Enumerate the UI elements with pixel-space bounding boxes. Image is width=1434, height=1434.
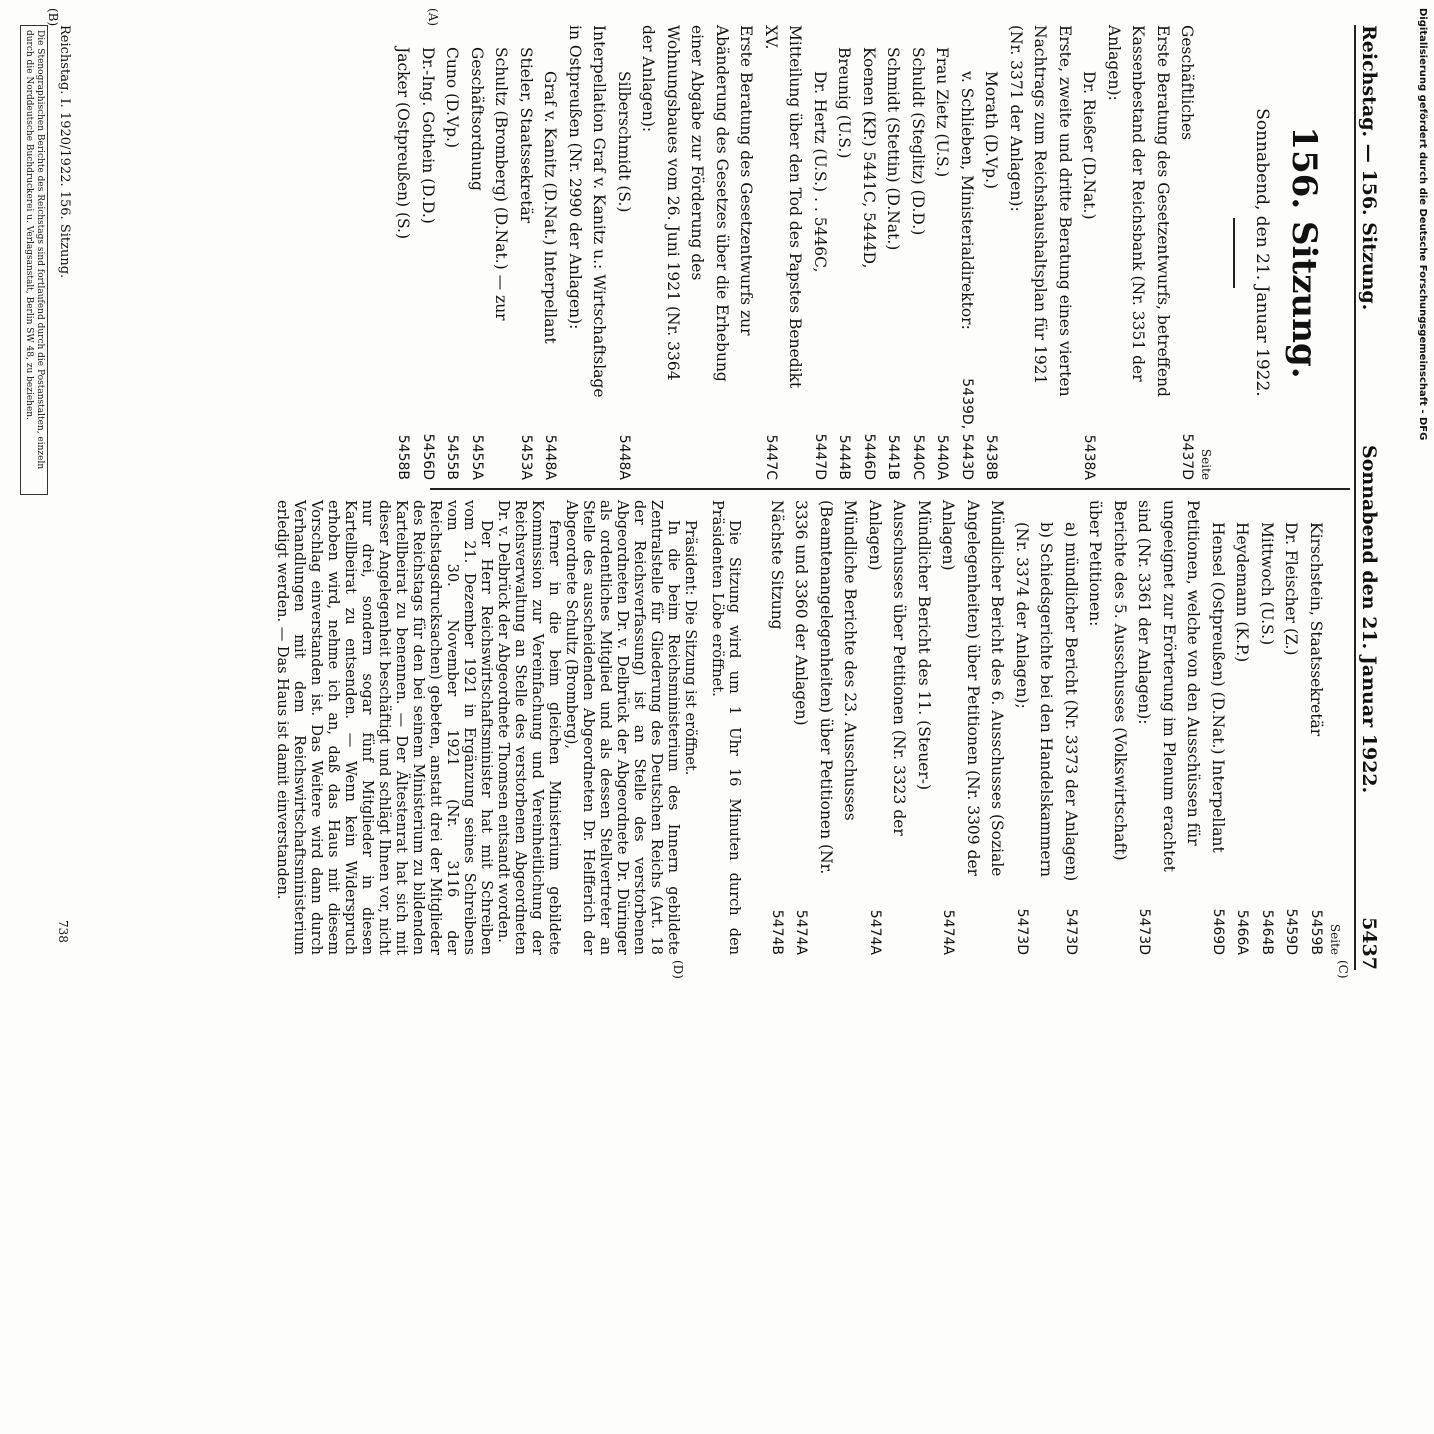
footer: Reichstag. I. 1920/1922. 156. Sitzung. [57, 25, 72, 279]
toc-entry [1077, 25, 1102, 480]
opening-paragraph: Die Sitzung wird um 1 Uhr 16 Minuten durch den Präsidenten Löbe eröffnet. [709, 500, 743, 955]
toc-right [765, 500, 1329, 955]
toc-entry-page: 5439D, 5443D [959, 378, 975, 480]
toc-entry [1255, 500, 1280, 955]
toc-entry [1083, 500, 1132, 955]
toc-entry-page: 5469D [1210, 908, 1226, 955]
separator [1234, 218, 1236, 288]
body-paragraph: In die beim Reichsministerium des Innern gebildete Zentralstelle für Gliederung des Deutschen Reichs (Art. 18 der Reichsverfassung) ist an Stelle des verstorbenen Abgeordneten Dr. v. Delbrück der Abgeordnete Dr. Düringer als ordentliches Mitglied und als dessen Stellvertreter an Stelle des ausscheidenden Abgeordneten Dr. Helfferich der Abgeordnete Schultz (Bromberg), [563, 500, 682, 955]
toc-entry [416, 25, 441, 480]
toc-entry [636, 25, 759, 480]
toc-entry-text: Geschäftliches [1178, 25, 1197, 141]
toc-entry-text: Erste Beratung des Gesetzentwurfs, betreffend Kassenbestand der Reichsbank (Nr. 3351 der Anlagen): [1105, 25, 1172, 397]
toc-entry-text: Cuno (D.Vp.) [443, 47, 462, 149]
toc-entry [936, 500, 1010, 955]
toc-entry-text: Silberschmidt (S.) [615, 71, 633, 213]
toc-entry-text: a) mündlicher Bericht (Nr. 3373 der Anlagen) [1062, 522, 1080, 882]
toc-entry [979, 25, 1004, 480]
running-header [1354, 25, 1382, 970]
toc-entry-text: Mittwoch (U.S.) [1258, 522, 1276, 646]
body-paragraph: Der Herr Reichswirtschaftsminister hat mit Schreiben vom 21. Dezember 1921 in Ergänzung seines Schreibens vom 30. November 1921 (Nr. 3116 der Reichstagsdrucksachen) gebeten, anstatt drei der Mitglieder des Reichstags für den bei seinem Ministerium zu bildenden Kartellbeirat zu benennen. — Der Ältestenrat hat sich mit dieser Angelegenheit beschäftigt und schlägt Ihnen vor, nicht nur drei, sondern sogar fünf Mitglieder in diesen Kartellbeirat zu entsenden. — Wenn kein Widerspruch erhoben wird, nehme ich an, daß das Haus mit diesem Vorschlag einverstanden ist. Das Weitere wird dann durch Verhandlungen mit dem Reichswirtschaftsministerium erledigt werden. — Das Haus ist damit einverstanden. [274, 500, 495, 955]
toc-entry-page: 5447C [763, 434, 779, 480]
toc-entry [857, 25, 882, 480]
toc-entry-page: 5448A [616, 434, 632, 480]
toc-entry-page: 5438A [1081, 434, 1098, 480]
toc-entry [765, 500, 790, 955]
toc-entry-text: Hensel (Ostpreußen) (D.Nat.) Interpellant [1209, 522, 1227, 853]
toc-entry [563, 25, 612, 480]
toc-entry [514, 25, 539, 480]
body-paragraph: ferner in die beim gleichen Ministerium gebildete Kommission zur Vereinfachung und Vereinheitlichung der Reichsverwaltung an Stelle des verstorbenen Abgeordneten Dr. v. Delbrück der Abgeordnete Thomsen entsandt worden. [495, 500, 563, 955]
toc-entry-text: Erste Beratung des Gesetzentwurfs zur Abänderung des Gesetzes über die Erhebung einer Abgabe zur Förderung des Wohnungsbaues vom 26. Juni 1921 (Nr. 3364 der Anlagen): [639, 25, 756, 382]
toc-entry-text: Jacker (Ostpreußen) (S.) [394, 47, 413, 240]
toc-entry-text: Frau Zietz (U.S.) [933, 47, 952, 178]
toc-entry-text: v. Schlieben, Ministerialdirektor: [958, 71, 976, 330]
toc-entry-text: Breunig (U.S.) [835, 47, 854, 159]
toc-entry-text: Mündliche Berichte des 23. Ausschusses (Beamtenangelegenheiten) über Petitionen (Nr. 3336 und 3360 der Anlagen) [792, 500, 860, 875]
toc-entry-page: 5438B [983, 434, 1000, 480]
toc-entry-page: 5453A [518, 434, 534, 480]
dfg-credit-text: Digitalisierung gefördert durch die Deutsche Forschungsgemeinschaft - DFG [1417, 8, 1428, 441]
toc-entry [759, 25, 808, 480]
toc-entry-text: Mündlicher Bericht des 6. Ausschusses (Soziale Angelegenheiten) über Petitionen (Nr. 3309 der Anlagen) [939, 500, 1007, 877]
body-paragraph: Präsident: Die Sitzung ist eröffnet. [682, 520, 699, 776]
toc-entry [955, 25, 980, 480]
toc-entry-page: 5466A [1234, 909, 1251, 955]
toc-entry-page: 5447D [812, 433, 828, 480]
toc-entry [1304, 500, 1329, 955]
left-column [391, 25, 1342, 480]
toc-entry [1059, 500, 1084, 955]
toc-entry-text: Heydemann (K.P.) [1233, 522, 1252, 663]
toc-entry-page: 5474B [769, 909, 785, 955]
toc-entry-text: b) Schiedsgerichte bei den Handelskammern (Nr. 3374 der Anlagen); [1013, 522, 1056, 877]
header-center: Sonnabend den 21. Januar 1922. [1358, 445, 1380, 794]
header-left: Reichstag. — 156. Sitzung. [1358, 25, 1380, 311]
toc-entry-text: Dr.-Ing. Gothein (D.D.) [419, 47, 437, 224]
toc-entry [808, 25, 833, 480]
toc-entry-page: 5464B [1259, 909, 1275, 955]
toc-entry-page: 5455B [444, 434, 461, 480]
toc-entry-text: Dr. Hertz (U.S.) . . 5446C, [811, 71, 829, 273]
toc-entry-page: 5455A [469, 434, 485, 480]
toc-entry-text: Kirschstein, Staatssekretär [1307, 522, 1325, 737]
toc-entry-page: 5448A [542, 434, 559, 480]
toc-entry-text: Berichte des 5. Ausschusses (Volkswirtschaft) über Petitionen: [1086, 500, 1129, 861]
session-date: Sonnabend, den 21. Januar 1922. [1252, 108, 1272, 397]
printed-page-number: 738 [56, 920, 70, 943]
right-column [274, 500, 1343, 955]
seite-label: Seite [1199, 448, 1214, 480]
toc-entry [1230, 500, 1255, 955]
margin-marker-c: (C) [1336, 960, 1350, 979]
toc-entry-page: 5458B [395, 434, 412, 480]
toc-entry [1132, 500, 1206, 955]
footer-note: Die Stenographischen Berichte des Reichstags sind fortlaufend durch die Postanstalten, einzeln durch die Norddeutsche Buchdruckerei u. Verlagsanstalt, Berlin SW 48, zu beziehen. [20, 25, 48, 495]
toc-entry [1102, 25, 1176, 480]
column-divider [430, 488, 1350, 490]
toc-entry-text: Interpellation Graf v. Kanitz u.: Wirtschaftslage in Ostpreußen (Nr. 2990 der Anlagen): [566, 25, 609, 398]
toc-entry-page: 5474A [867, 909, 883, 955]
toc-entry-text: Stieler, Staatssekretär [517, 47, 535, 224]
toc-entry [612, 25, 637, 480]
toc-entry [1010, 500, 1059, 955]
toc-entry [465, 25, 514, 480]
toc-entry [906, 25, 931, 480]
toc-entry-page: 5440A [934, 434, 951, 480]
toc-entry [1206, 500, 1231, 955]
seite-label-right: Seite [1328, 923, 1342, 955]
header-page-number: 5437 [1358, 917, 1380, 970]
toc-entry-text: Mitteilung über den Tod des Papstes Benedikt XV. [762, 25, 805, 389]
toc-entry-page: 5473D [1014, 908, 1030, 955]
toc-entry-text: Schultz (Bromberg) (D.Nat.) — zur Geschäftsordnung [468, 47, 511, 321]
toc-entry-text: Petitionen, welche von den Ausschüssen für ungeeignet zur Erörterung im Plenum erachtet sind (Nr. 3361 der Anlagen): [1135, 500, 1203, 872]
toc-entry-text: Schmidt (Stettin) (D.Nat.) [884, 47, 903, 251]
toc-entry-text: Morath (D.Vp.) [982, 71, 1001, 189]
toc-entry [1279, 500, 1304, 955]
toc-entry-page: 5459D [1283, 908, 1300, 955]
toc-entry-page: 5473D [1136, 908, 1153, 955]
dfg-credit [1414, 8, 1430, 668]
toc-entry [863, 500, 937, 955]
toc-entry-page: 5446D [861, 433, 877, 480]
toc-entry-text: Koenen (KP.) 5441C, 5444D, [860, 47, 878, 269]
toc-entry [789, 500, 863, 955]
toc-entry [1004, 25, 1078, 480]
toc-entry-text: Dr. Fleischer (Z.) [1282, 522, 1301, 656]
session-title: 156. Sitzung. [1284, 126, 1324, 379]
toc-entry [538, 25, 563, 480]
body-text [274, 500, 699, 955]
toc-entry [440, 25, 465, 480]
toc-entry [930, 25, 955, 480]
toc-entry-page: 5474A [793, 909, 810, 955]
toc-entry [832, 25, 857, 480]
toc-entry-text: Graf v. Kanitz (D.Nat.) Interpellant [541, 71, 560, 344]
toc-entry-page: 5440C [910, 434, 926, 480]
toc-entry-page: 5437D [1179, 433, 1196, 480]
toc-entry-text: Erste, zweite und dritte Beratung eines vierten Nachtrags zum Reichshaushaltsplan für 1921 (Nr. 3371 der Anlagen): [1007, 25, 1074, 397]
toc-entry-text: Mündlicher Bericht des 11. (Steuer-) Ausschusses über Petitionen (Nr. 3323 der Anlagen) [866, 500, 933, 836]
margin-marker-b: (B) [46, 8, 60, 27]
toc-entry-page: 5444B [836, 434, 853, 480]
margin-marker-d: (D) [671, 960, 685, 979]
toc-entry-page: 5474A [940, 909, 957, 955]
toc-entry-page: 5441B [885, 434, 902, 480]
margin-marker-a: (A) [426, 8, 440, 27]
toc-entry-text: Dr. Rießer (D.Nat.) [1080, 71, 1099, 220]
toc-left [391, 25, 1200, 480]
toc-entry [1175, 25, 1200, 480]
toc-entry-text: Nächste Sitzung [768, 500, 786, 630]
toc-entry-page: 5473D [1063, 908, 1079, 955]
toc-entry [391, 25, 416, 480]
toc-entry-page: 5459B [1308, 909, 1324, 955]
toc-entry-text: Schuldt (Steglitz) (D.D.) [909, 47, 927, 236]
toc-entry-page: 5456D [420, 433, 436, 480]
toc-entry [881, 25, 906, 480]
